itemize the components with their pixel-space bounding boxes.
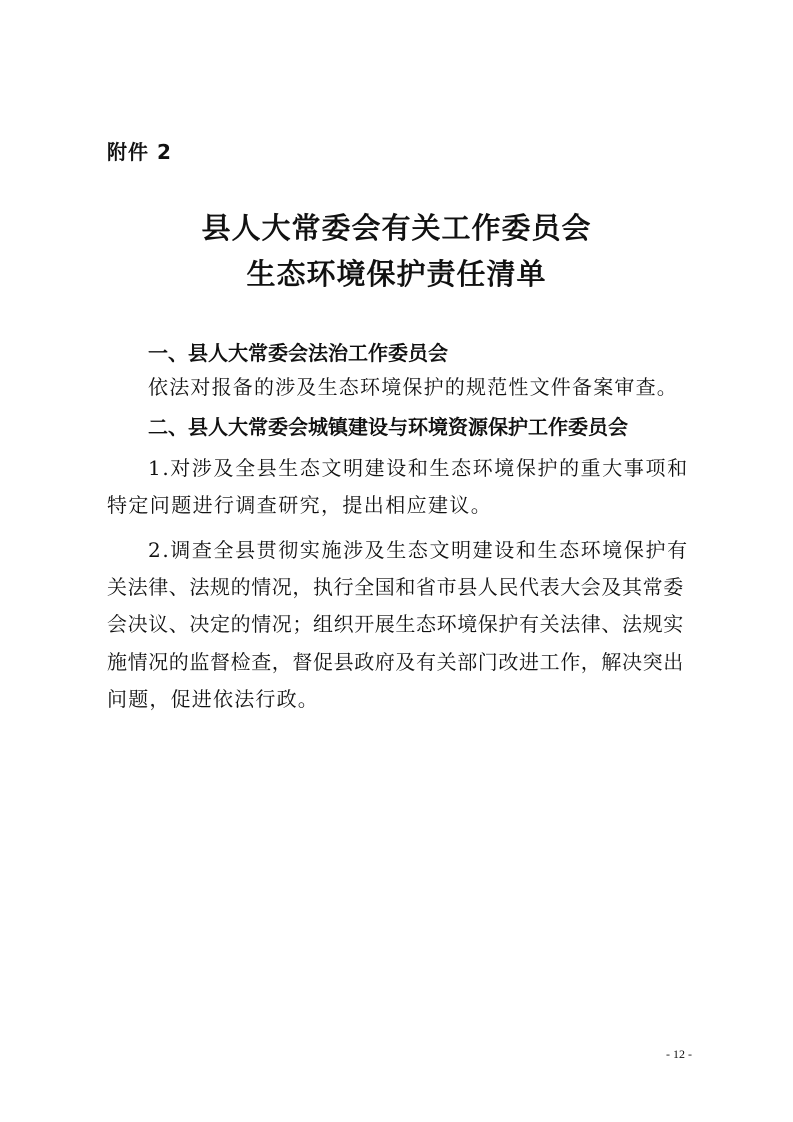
item-2-line-5: 问题，促进依法行政。 [107, 687, 319, 711]
item-1-line-2: 特定问题进行调查研究，提出相应建议。 [107, 493, 493, 517]
section-2-heading: 二、县人大常委会城镇建设与环境资源保护工作委员会 [148, 415, 628, 439]
document-title-line-2: 生态环境保护责任清单 [246, 257, 547, 291]
item-2-line-4: 施情况的监督检查，督促县政府及有关部门改进工作，解决突出 [107, 650, 684, 674]
item-2-line-1: 2.调查全县贯彻实施涉及生态文明建设和生态环境保护有 [148, 538, 689, 562]
item-1-line-1: 1.对涉及全县生态文明建设和生态环境保护的重大事项和 [148, 456, 689, 480]
attachment-label: 附件 2 [107, 140, 172, 164]
item-2-line-3: 会决议、决定的情况；组织开展生态环境保护有关法律、法规实 [107, 612, 684, 636]
section-1-heading: 一、县人大常委会法治工作委员会 [148, 341, 448, 365]
document-title-line-1: 县人大常委会有关工作委员会 [201, 211, 592, 245]
section-1-text-line: 依法对报备的涉及生态环境保护的规范性文件备案审查。 [148, 375, 678, 399]
page-number: - 12 - [666, 1047, 692, 1061]
item-2-line-2: 关法律、法规的情况，执行全国和省市县人民代表大会及其常委 [107, 575, 684, 599]
